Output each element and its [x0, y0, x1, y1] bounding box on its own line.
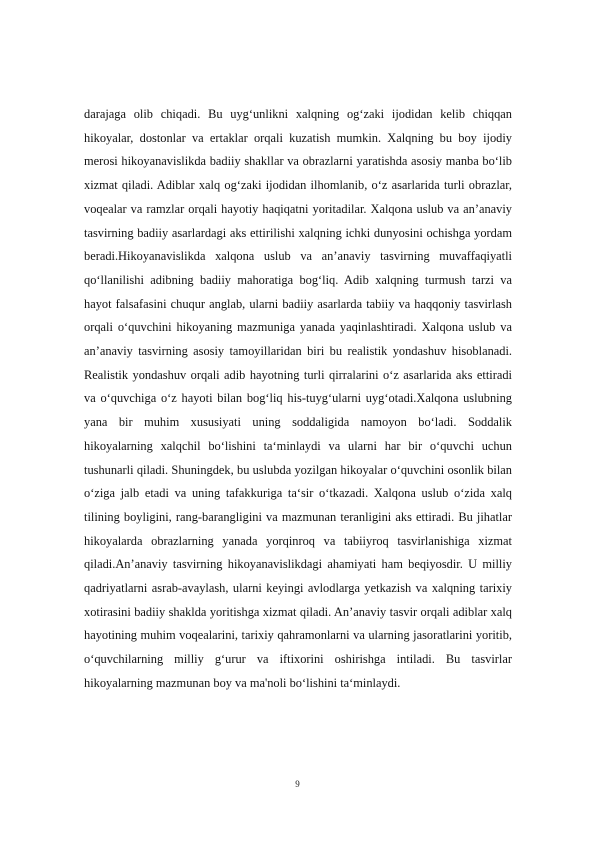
page-number: 9 [295, 779, 300, 789]
body-paragraph: darajaga olib chiqadi. Bu uyg‘unlikni xalqning og‘zaki ijodidan kelib chiqqan hikoyalar, dostonlar va ertaklar orqali kuzatish mumkin. Xalqning bu boy ijodiy merosi hikoyanavislikda badiiy shakllar va obrazlarni yaratishda asosiy manba bo‘lib xizmat qiladi. Adiblar xalq og‘zaki ijodidan ilhomlanib, o‘z asarlarida turli obrazlar, voqealar va ramzlar orqali hayotiy haqiqatni yoritadilar. Xalqona uslub va an’anaviy tasvirning badiiy asarlardagi aks ettirilishi xalqning ichki dunyosini ochishga yordam beradi.Hikoyanavislikda xalqona uslub va an’anaviy tasvirning muvaffaqiyatli qo‘llanilishi adibning badiiy mahoratiga bog‘liq. Adib xalqning turmush tarzi va hayot falsafasini chuqur anglab, ularni badiiy asarlarda tabiiy va haqqoniy tasvirlash orqali o‘quvchini hikoyaning mazmuniga yanada yaqinlashtiradi. Xalqona uslub va an’anaviy tasvirning asosiy tamoyillaridan biri bu realistik yondashuv hisoblanadi. Realistik yondashuv orqali adib hayotning turli qirralarini o‘z asarlarida aks ettiradi va o‘quvchiga o‘z hayoti bilan bog‘liq his-tuyg‘ularni uyg‘otadi.Xalqona uslubning yana bir muhim xususiyati uning soddaligida namoyon bo‘ladi. Soddalik hikoyalarning xalqchil bo‘lishini ta‘minlaydi va ularni har bir o‘quvchi uchun tushunarli qiladi. Shuningdek, bu uslubda yozilgan hikoyalar o‘quvchini osonlik bilan o‘ziga jalb etadi va uning tafakkuriga ta‘sir o‘tkazadi. Xalqona uslub o‘zida xalq tilining boyligini, rang-barangligini va mazmunan teranligini aks ettiradi. Bu jihatlar hikoyalarda obrazlarning yanada yorqinroq va tabiiyroq tasvirlanishiga xizmat qiladi.An’anaviy tasvirning hikoyanavislikdagi ahamiyati ham beqiyosdir. U milliy qadriyatlarni asrab-avaylash, ularni keyingi avlodlarga yetkazish va xalqning tarixiy xotirasini badiiy shaklda yoritishga xizmat qiladi. An’anaviy tasvir orqali adiblar xalq hayotining muhim voqealarini, tarixiy qahramonlarni va ularning jasoratlarini yoritib, o‘quvchilarning milliy g‘urur va iftixorini oshirishga intiladi. Bu tasvirlar hikoyalarning mazmunan boy va ma'noli bo‘lishini ta‘minlaydi. [84, 107, 512, 690]
